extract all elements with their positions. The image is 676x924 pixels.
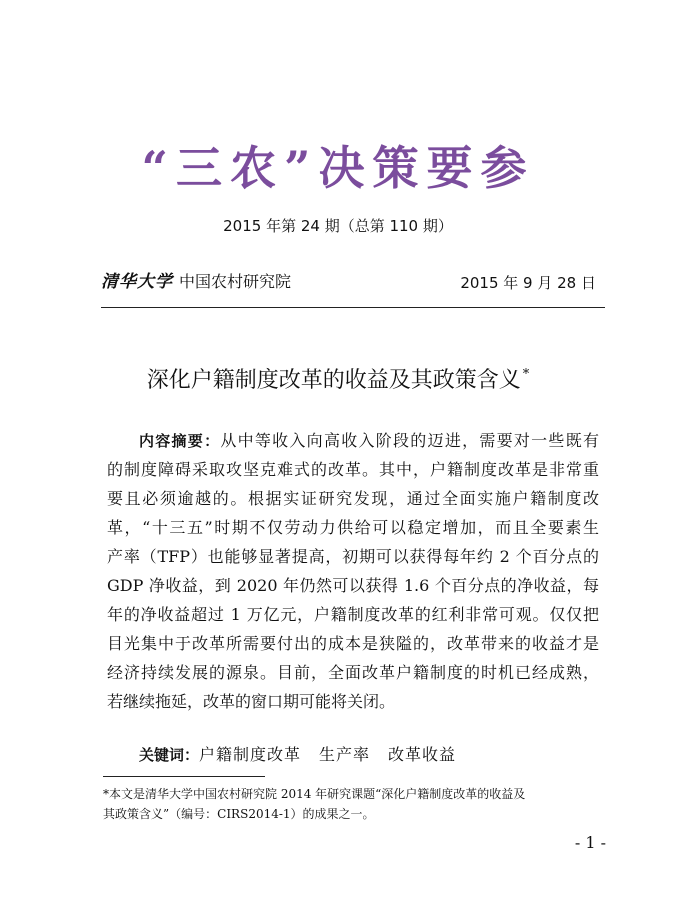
- university-logo: 清华大学: [101, 272, 173, 292]
- institution-name: 中国农村研究院: [179, 272, 292, 291]
- abstract: [107, 426, 599, 716]
- article-title-block: [0, 360, 676, 396]
- abstract-line: 目光集中于改革所需要付出的成本是狭隘的，改革带来的收益才是: [107, 634, 599, 653]
- abstract-line: GDP 净收益，到 2020 年仍然可以获得 1.6 个百分点的净收益，每: [107, 576, 599, 595]
- masthead-title: “三农”决策要参: [141, 141, 535, 195]
- publication-date: 2015 年 9 月 28 日: [460, 274, 596, 292]
- abstract-line: 的制度障碍采取攻坚克难式的改革。其中，户籍制度改革是非常重: [107, 460, 599, 479]
- abstract-line: 要且必须逾越的。根据实证研究发现，通过全面实施户籍制度改: [107, 489, 599, 508]
- footnote-line: 其政策含义”（编号：CIRS2014-1）的成果之一。: [103, 807, 375, 821]
- keywords-label: 关键词：: [139, 746, 200, 764]
- abstract-line: 产率（TFP）也能够显著提高，初期可以获得每年约 2 个百分点的: [107, 547, 599, 566]
- institution-header: [101, 270, 291, 294]
- abstract-line: 革，“十三五”时期不仅劳动力供给可以稳定增加，而且全要素生: [107, 518, 599, 537]
- issue-number: 2015 年第 24 期（总第 110 期）: [223, 217, 453, 235]
- header-divider: [101, 307, 605, 308]
- footnote: [103, 784, 603, 824]
- article-title: 深化户籍制度改革的收益及其政策含义: [146, 368, 521, 393]
- footnote-divider: [103, 776, 265, 777]
- abstract-line: 经济持续发展的源泉。目前，全面改革户籍制度的时机已经成熟，: [107, 663, 599, 682]
- keyword: 生产率: [319, 745, 371, 764]
- keyword: 改革收益: [388, 745, 457, 764]
- abstract-line: 年的净收益超过 1 万亿元，户籍制度改革的红利非常可观。仅仅把: [107, 605, 599, 624]
- abstract-line: 若继续拖延，改革的窗口期可能将关闭。: [107, 692, 396, 711]
- abstract-label: 内容摘要：: [139, 432, 221, 450]
- keywords: [139, 742, 474, 768]
- keyword: 户籍制度改革: [199, 745, 302, 764]
- title-footnote-mark: *: [522, 367, 530, 382]
- footnote-line: *本文是清华大学中国农村研究院 2014 年研究课题“深化户籍制度改革的收益及: [103, 787, 526, 801]
- abstract-line: 内容摘要：从中等收入向高收入阶段的迈进，需要对一些既有: [139, 431, 599, 450]
- page-number: - 1 -: [574, 833, 606, 852]
